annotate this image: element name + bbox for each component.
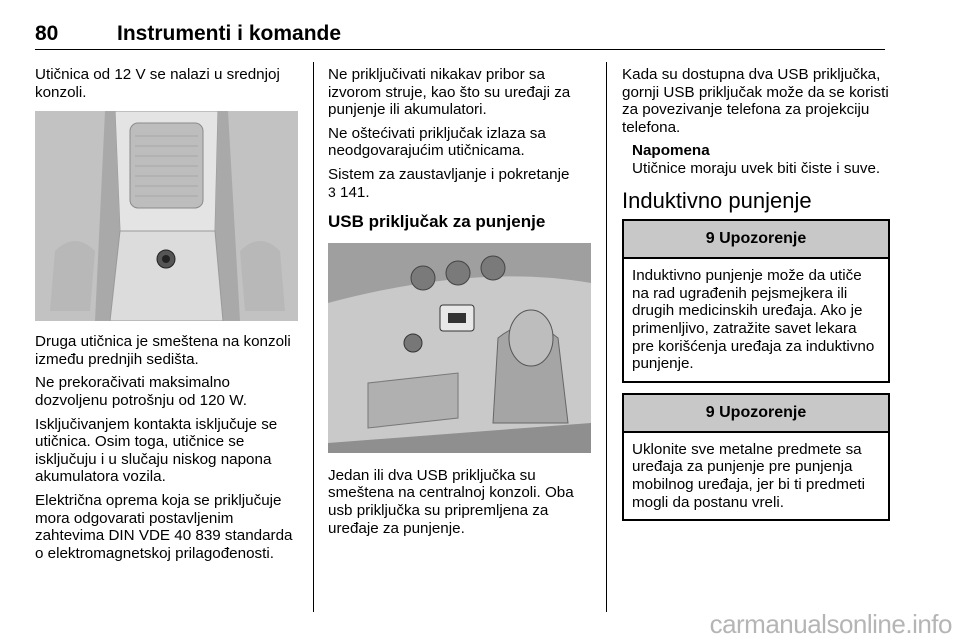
warning-box (622, 393, 890, 521)
note-block (632, 142, 890, 177)
warning-header (624, 221, 888, 259)
column-3 (622, 66, 890, 531)
page-number: 80 (35, 22, 59, 45)
page-reference-arrow-icon: 3 (328, 183, 336, 200)
paragraph-with-reference (328, 166, 596, 201)
warning-text: Uklonite sve metalne predmete sa uređaja za punjenje pre punjenja mobilnog uređaja, jer bi ti predmeti mogli da postanu vreli. (632, 440, 865, 511)
paragraph: Isključivanjem kontakta isključuje se utičnica. Osim toga, utičnice se isključuju i u slučaju niskog napona akumulatora vozila. (35, 415, 278, 486)
page-reference[interactable]: 141. (340, 183, 370, 201)
warning-triangle-icon: 9 (705, 403, 715, 421)
warning-header (624, 395, 888, 433)
section-heading: USB priključak za punjenje (328, 212, 546, 232)
column-2 (328, 66, 596, 543)
column-divider-1 (313, 62, 314, 612)
note-title: Napomena (632, 142, 710, 160)
paragraph: Ne priključivati nikakav pribor sa izvorom struje, kao što su uređaji za punjenje ili akumulatori. (328, 66, 571, 119)
paragraph: Ne oštećivati priključak izlaza sa neodgovarajućim utičnicama. (328, 124, 546, 160)
watermark: carmanualsonline.info (709, 609, 952, 639)
warning-title: Upozorenje (719, 403, 807, 421)
warning-text: Induktivno punjenje može da utiče na rad ugrađenih pejsmejkera ili drugih medicinskih uređaja. Ako je primenljivo, zatražite savet lekara pre korišćenja uređaja za induktivno punjenje. (632, 267, 875, 373)
paragraph: Utičnica od 12 V se nalazi u srednjoj konzoli. (35, 66, 280, 101)
paragraph: Druga utičnica je smeštena na konzoli između prednjih sedišta. (35, 333, 291, 368)
paragraph: Električna oprema koja se priključuje mora odgovarati postavljenim zahtevima DIN VDE 40 839 standarda o elektromagnetskoj prilagođenosti. (35, 491, 293, 562)
warning-triangle-icon: 9 (705, 230, 715, 248)
warning-title: Upozorenje (719, 230, 807, 248)
page-header (35, 22, 885, 52)
column-divider-2 (606, 62, 607, 612)
warning-box (622, 219, 890, 383)
paragraph: Jedan ili dva USB priključka su smeštena na centralnoj konzoli. Oba usb priključka su pripremljena za uređaje za punjenje. (328, 466, 574, 537)
paragraph: Ne prekoračivati maksimalno dozvoljenu potrošnju od 120 W. (35, 374, 247, 409)
center-console-socket-image (35, 111, 298, 321)
page-title: Instrumenti i komande (117, 22, 342, 45)
usb-port-image (328, 243, 591, 453)
note-text: Utičnice moraju uvek biti čiste i suve. (632, 159, 881, 177)
section-heading: Induktivno punjenje (622, 187, 812, 213)
reference-text: Sistem za zaustavljanje i pokretanje (328, 165, 570, 183)
header-divider (35, 49, 885, 50)
paragraph: Kada su dostupna dva USB priključka, gornji USB priključak može da se koristi za povezivanje telefona za projekciju telefona. (622, 66, 889, 136)
column-1 (35, 66, 303, 568)
